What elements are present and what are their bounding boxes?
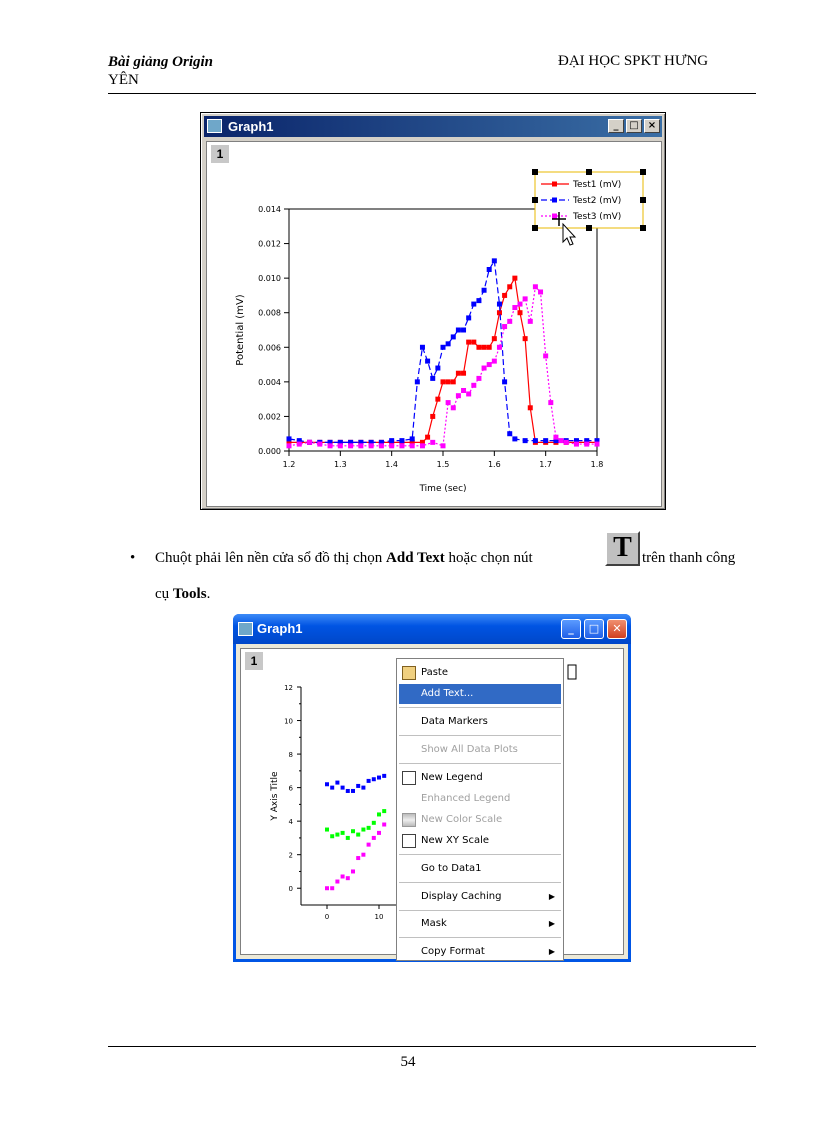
series-1 [287,276,600,445]
menu-item-mask[interactable] [399,914,561,934]
add-text-tool-button[interactable]: T [605,531,640,566]
data-point [461,371,466,376]
series-line [289,261,597,443]
data-point [487,362,492,367]
app-icon [207,119,222,133]
data-point [369,443,374,448]
data-point [361,853,365,857]
header-left-line2: YÊN [108,72,139,88]
menu-item-go-to-data1[interactable] [399,859,561,879]
data-point [528,405,533,410]
data-point [356,833,360,837]
selection-handle [532,197,538,203]
x-tick-label: 1.3 [333,460,347,469]
data-point [330,834,334,838]
selection-handle [640,225,646,231]
x-tick-label: 0 [324,913,330,921]
y-tick-label: 0.006 [258,343,281,353]
data-point [507,319,512,324]
data-point [325,886,329,890]
data-point [476,376,481,381]
data-point [358,443,363,448]
menu-item-label: Add Text... [421,688,474,699]
data-point [341,831,345,835]
submenu-arrow-icon: ▶ [548,947,555,956]
data-point [415,379,420,384]
series-line [289,287,597,446]
x-tick-label: 1.2 [282,460,296,469]
y-tick-label: 6 [288,784,293,793]
window-title: Graph1 [228,119,274,134]
layer-indicator[interactable]: 1 [211,145,229,163]
y-tick-label: 2 [288,851,293,860]
y-tick-label: 8 [288,751,293,760]
data-point [548,400,553,405]
data-point [518,310,523,315]
menu-item-enhanced-legend [399,789,561,809]
data-point [435,366,440,371]
menu-item-new-legend[interactable] [399,768,561,788]
data-point [466,315,471,320]
selection-handle [532,225,538,231]
header-university: ĐẠI HỌC SPKT HƯNG [558,53,709,69]
data-point [382,809,386,813]
data-point [574,442,579,447]
xy-scale-icon [402,834,416,848]
series-line [289,278,597,442]
data-point [471,302,476,307]
data-point [461,328,466,333]
series-2 [325,809,386,840]
data-point [451,334,456,339]
y-axis-label: Y Axis Title [270,771,280,821]
header-course-title: Bài giảng Origin [108,54,214,70]
close-button[interactable]: × [644,119,660,133]
y-tick-label: 10 [284,717,293,726]
selection-handle [586,169,592,175]
x-tick-label: 1.4 [385,460,399,469]
legend-entry: Test3 (mV) [573,212,622,222]
y-tick-label: 0.012 [258,239,281,249]
context-menu[interactable] [396,658,564,961]
data-point [420,345,425,350]
menu-item-copy-format[interactable] [399,942,561,962]
text-line2-suffix: . [206,586,211,602]
series-2 [287,258,600,445]
data-point [348,443,353,448]
data-point [361,828,365,832]
layer-indicator[interactable]: 1 [245,652,263,670]
data-point [430,440,435,445]
data-point [471,383,476,388]
app-icon [238,622,253,636]
data-point [367,779,371,783]
data-point [335,880,339,884]
data-point [430,376,435,381]
data-point [512,276,517,281]
legend-entry: Test2 (mV) [573,196,622,206]
footer-rule [108,1046,756,1047]
menu-item-label: Copy Format [421,946,485,957]
y-tick-label: 0.002 [258,412,281,422]
legend-icon [402,771,416,785]
data-point [502,293,507,298]
data-point [523,296,528,301]
x-axis-label: Time (sec) [419,484,467,494]
data-point [533,284,538,289]
data-point [335,781,339,785]
menu-separator [399,735,561,736]
header-left [108,53,213,89]
minimize-button[interactable]: _ [608,119,624,133]
data-point [377,776,381,780]
maximize-button[interactable]: □ [584,619,604,639]
y-tick-label: 0.014 [258,205,281,214]
data-point [456,328,461,333]
menu-item-display-caching[interactable] [399,887,561,907]
title-bar[interactable] [233,614,631,644]
menu-item-label: Go to Data1 [421,863,482,874]
data-point [377,831,381,835]
x-tick-label: 1.6 [487,460,501,469]
data-point [471,340,476,345]
graph-area[interactable] [206,141,662,507]
text-part3: trên thanh công [642,550,736,566]
data-point [410,436,415,441]
data-point [512,305,517,310]
y-tick-label: 4 [288,818,293,827]
x-tick-label: 1.8 [590,460,604,469]
data-point [379,443,384,448]
bullet: • [130,550,136,566]
text-part2: hoặc chọn nút [444,550,533,566]
data-point [564,440,569,445]
y-tick-label: 0.004 [258,377,281,387]
text-line2-prefix: cụ [155,586,173,602]
series-3 [325,823,386,891]
menu-item-label: New Color Scale [421,814,503,825]
data-point [476,345,481,350]
data-point [507,284,512,289]
data-point [456,371,461,376]
y-tick-label: 0.010 [258,274,281,284]
data-point [528,319,533,324]
y-tick-label: 12 [284,684,293,692]
data-point [328,443,333,448]
data-point [533,438,538,443]
data-point [361,786,365,790]
data-point [482,366,487,371]
menu-item-data-markers[interactable] [399,712,561,732]
data-point [346,836,350,840]
data-point [559,438,564,443]
data-point [389,438,394,443]
data-point [356,856,360,860]
data-point [287,436,292,441]
data-point [441,443,446,448]
data-point [543,353,548,358]
legend-marker [552,198,557,203]
y-tick-label: 0.000 [258,447,281,456]
instruction-line2 [155,584,210,604]
legend-marker [552,214,557,219]
data-point [372,836,376,840]
data-point [351,869,355,873]
menu-item-label: Show All Data Plots [421,744,518,755]
data-point [518,302,523,307]
plot-frame [289,209,597,451]
data-point [446,379,451,384]
legend-marker [552,182,557,187]
data-point [346,789,350,793]
data-point [451,405,456,410]
data-point [382,774,386,778]
color-scale-icon [402,813,416,827]
x-tick-label: 10 [374,913,384,921]
selection-handle [586,225,592,231]
menu-item-label: Mask [421,918,447,929]
menu-item-show-all-data-plots [399,740,561,760]
data-point [430,414,435,419]
data-point [325,782,329,786]
data-point [461,388,466,393]
data-point [482,345,487,350]
title-bar[interactable] [204,116,662,137]
selection-handle [640,169,646,175]
data-point [446,341,451,346]
data-point [466,340,471,345]
text-bold-add-text: Add Text [386,550,445,566]
data-point [435,397,440,402]
data-point [497,345,502,350]
y-tick-label: 0.008 [258,308,281,318]
legend [532,169,646,231]
menu-separator [399,910,561,911]
selection-handle [532,169,538,175]
x-tick-label: 1.5 [436,460,450,469]
data-point [399,438,404,443]
legend-entry: Test1 (mV) [573,180,622,190]
data-point [372,777,376,781]
data-point [346,876,350,880]
data-point [507,431,512,436]
data-point [367,826,371,830]
data-point [420,443,425,448]
data-point [307,440,312,445]
menu-item-label: New XY Scale [421,835,490,846]
menu-item-label: Paste [421,667,448,678]
menu-item-add-text[interactable] [399,684,561,704]
data-point [466,391,471,396]
menu-item-label: New Legend [421,772,483,783]
minimize-button[interactable]: _ [561,619,581,639]
data-point [456,393,461,398]
data-point [330,786,334,790]
data-point [502,379,507,384]
data-point [441,379,446,384]
header-rule [108,93,756,94]
data-point [584,442,589,447]
menu-item-label: Enhanced Legend [421,793,511,804]
data-point [523,336,528,341]
data-point [377,812,381,816]
legend-fragment [568,665,576,679]
data-point [367,843,371,847]
data-point [351,829,355,833]
y-axis-label: Potential (mV) [235,294,246,366]
graph1-window-classic[interactable] [200,112,666,510]
data-point [487,345,492,350]
data-point [492,359,497,364]
data-point [451,379,456,384]
data-point [297,442,302,447]
data-point [425,359,430,364]
close-button[interactable]: ✕ [607,619,627,639]
menu-item-label: Data Markers [421,716,488,727]
data-point [441,345,446,350]
menu-separator [399,854,561,855]
y-tick-label: 0 [288,885,293,894]
window-title: Graph1 [257,621,303,636]
data-point [523,438,528,443]
menu-item-new-color-scale [399,810,561,830]
series-3 [287,284,600,448]
data-point [341,786,345,790]
data-point [446,400,451,405]
menu-separator [399,707,561,708]
data-point [492,258,497,263]
text-bold-tools: Tools [172,586,207,602]
data-point [502,324,507,329]
data-point [351,789,355,793]
data-point [335,833,339,837]
data-point [487,267,492,272]
menu-item-label: Display Caching [421,891,502,902]
data-point [492,336,497,341]
data-point [425,435,430,440]
menu-separator [399,763,561,764]
menu-item-new-xy-scale[interactable] [399,831,561,851]
menu-item-paste[interactable] [399,663,561,683]
data-point [410,443,415,448]
data-point [553,435,558,440]
data-point [538,289,543,294]
submenu-arrow-icon: ▶ [548,919,555,928]
selection-handle [640,197,646,203]
x-tick-label: 1.7 [539,460,553,469]
series-1 [325,774,386,793]
clipboard-icon [402,666,416,680]
chart1-svg[interactable] [207,142,661,506]
data-point [356,784,360,788]
data-point [512,436,517,441]
data-point [389,443,394,448]
data-point [543,438,548,443]
data-point [476,298,481,303]
data-point [399,443,404,448]
menu-separator [399,882,561,883]
data-point [287,443,292,448]
data-point [372,821,376,825]
text-part1: Chuột phải lên nền cửa sổ đồ thị chọn [155,550,387,566]
data-point [330,886,334,890]
data-point [341,874,345,878]
page-number: 54 [400,1054,416,1070]
data-point [317,442,322,447]
data-point [482,288,487,293]
maximize-button[interactable]: □ [626,119,642,133]
data-point [497,302,502,307]
submenu-arrow-icon: ▶ [548,892,555,901]
menu-separator [399,937,561,938]
data-point [382,823,386,827]
data-point [595,442,600,447]
data-point [338,443,343,448]
data-point [325,828,329,832]
